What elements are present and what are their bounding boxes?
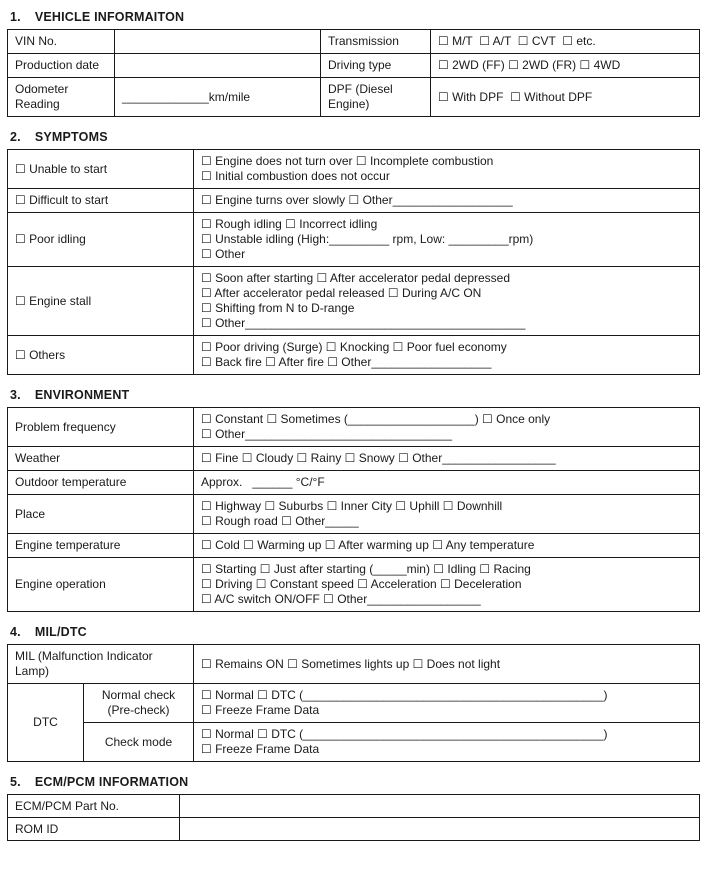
table-row <box>8 30 700 54</box>
section-title: SYMPTOMS <box>34 130 108 144</box>
transmission-checkbox-options: ☐ M/T ☐ A/T ☐ CVT ☐ etc. <box>431 30 700 54</box>
mil-checkbox-options: ☐ Remains ON ☐ Sometimes lights up ☐ Does not light <box>194 645 700 684</box>
table-row <box>8 447 700 471</box>
driving-type-checkbox-options: ☐ 2WD (FF) ☐ 2WD (FR) ☐ 4WD <box>431 54 700 78</box>
section-title: ENVIRONMENT <box>34 388 130 402</box>
table-row <box>8 645 700 684</box>
field-label-transmission: Transmission <box>321 30 431 54</box>
checkbox-line: ☐ Initial combustion does not occur <box>201 169 390 183</box>
table-row <box>8 150 700 189</box>
rom-id-value-cell <box>180 818 700 841</box>
symptom-label-poor-idling: ☐ Poor idling <box>8 213 194 267</box>
env-label-engine-temperature: Engine temperature <box>8 534 194 558</box>
dtc-label: DTC <box>8 684 84 762</box>
checkbox-line: ☐ Driving ☐ Constant speed ☐ Acceleration ☐ Deceleration <box>201 577 522 591</box>
vehicle-info-table <box>7 29 700 117</box>
field-label-dpf: DPF (Diesel Engine) <box>321 78 431 117</box>
env-label-problem-frequency: Problem frequency <box>8 408 194 447</box>
env-options-cell <box>194 408 700 447</box>
table-row <box>8 495 700 534</box>
table-row <box>8 558 700 612</box>
symptom-options-cell <box>194 267 700 336</box>
env-options-cell <box>194 495 700 534</box>
table-row <box>8 795 700 818</box>
env-options-cell <box>194 471 700 495</box>
section-number: 4. <box>10 625 21 639</box>
table-row <box>8 471 700 495</box>
section-ecm-pcm-information <box>7 775 699 841</box>
checkbox-line: ☐ Freeze Frame Data <box>201 703 320 717</box>
normal-check-label: Normal check (Pre-check) <box>84 684 194 723</box>
symptom-options-cell <box>194 336 700 375</box>
symptom-label-unable-to-start: ☐ Unable to start <box>8 150 194 189</box>
table-row <box>8 818 700 841</box>
checkbox-line: ☐ Back fire ☐ After fire ☐ Other__________________ <box>201 355 492 369</box>
checkbox-line: ☐ Cold ☐ Warming up ☐ After warming up ☐ Any temperature <box>201 538 535 552</box>
production-date-value-cell <box>115 54 321 78</box>
ecm-pcm-table <box>7 794 700 841</box>
table-row <box>8 534 700 558</box>
rom-id-label: ROM ID <box>8 818 180 841</box>
table-row <box>8 54 700 78</box>
section-number: 3. <box>10 388 21 402</box>
checkbox-line: ☐ Other__________________________________________ <box>201 316 526 330</box>
section-vehicle-information <box>7 10 699 117</box>
checkbox-line: ☐ Normal ☐ DTC (_____________________________________________) <box>201 727 608 741</box>
checkbox-line: ☐ Poor driving (Surge) ☐ Knocking ☐ Poor fuel economy <box>201 340 507 354</box>
check-mode-options-cell <box>194 723 700 762</box>
section-mil-dtc <box>7 625 699 762</box>
field-label-driving-type: Driving type <box>321 54 431 78</box>
table-row <box>8 336 700 375</box>
field-label-vin: VIN No. <box>8 30 115 54</box>
field-label-production-date: Production date <box>8 54 115 78</box>
section-number: 2. <box>10 130 21 144</box>
checkbox-line: ☐ Highway ☐ Suburbs ☐ Inner City ☐ Uphill ☐ Downhill <box>201 499 503 513</box>
env-label-engine-operation: Engine operation <box>8 558 194 612</box>
checkbox-line: ☐ Constant ☐ Sometimes (___________________) ☐ Once only <box>201 412 551 426</box>
check-mode-label: Check mode <box>84 723 194 762</box>
dpf-checkbox-options: ☐ With DPF ☐ Without DPF <box>431 78 700 117</box>
vehicle-diagnostic-form <box>7 10 699 841</box>
checkbox-line: ☐ Engine does not turn over ☐ Incomplete combustion <box>201 154 494 168</box>
normal-check-options-cell <box>194 684 700 723</box>
checkbox-line: ☐ Unstable idling (High:_________ rpm, Low: _________rpm) <box>201 232 534 246</box>
checkbox-line: ☐ After accelerator pedal released ☐ During A/C ON <box>201 286 482 300</box>
checkbox-line: ☐ Other_______________________________ <box>201 427 452 441</box>
section-heading <box>10 130 699 144</box>
symptom-label-engine-stall: ☐ Engine stall <box>8 267 194 336</box>
section-title: VEHICLE INFORMAITON <box>34 10 185 24</box>
table-row <box>8 78 700 117</box>
checkbox-line: ☐ Normal ☐ DTC (_____________________________________________) <box>201 688 608 702</box>
table-row <box>8 684 700 723</box>
checkbox-line: ☐ Starting ☐ Just after starting (_____min) ☐ Idling ☐ Racing <box>201 562 531 576</box>
section-number: 1. <box>10 10 21 24</box>
ecm-pcm-part-no-label: ECM/PCM Part No. <box>8 795 180 818</box>
table-row <box>8 267 700 336</box>
section-number: 5. <box>10 775 21 789</box>
table-row <box>8 723 700 762</box>
odometer-value-cell: _____________km/mile <box>115 78 321 117</box>
section-heading <box>10 10 699 24</box>
checkbox-line: ☐ A/C switch ON/OFF ☐ Other_________________ <box>201 592 481 606</box>
env-options-cell <box>194 558 700 612</box>
env-label-outdoor-temperature: Outdoor temperature <box>8 471 194 495</box>
symptom-options-cell <box>194 150 700 189</box>
checkbox-line: ☐ Shifting from N to D-range <box>201 301 355 315</box>
env-label-place: Place <box>8 495 194 534</box>
section-heading <box>10 775 699 789</box>
checkbox-line: ☐ Rough idling ☐ Incorrect idling <box>201 217 378 231</box>
env-label-weather: Weather <box>8 447 194 471</box>
env-options-cell <box>194 447 700 471</box>
checkbox-line: ☐ Other <box>201 247 246 261</box>
section-title: ECM/PCM INFORMATION <box>34 775 189 789</box>
checkbox-line: ☐ Rough road ☐ Other_____ <box>201 514 359 528</box>
symptoms-table <box>7 149 700 375</box>
symptom-label-difficult-to-start: ☐ Difficult to start <box>8 189 194 213</box>
ecm-pcm-part-no-value-cell <box>180 795 700 818</box>
environment-table <box>7 407 700 612</box>
section-title: MIL/DTC <box>34 625 87 639</box>
table-row <box>8 189 700 213</box>
env-options-cell <box>194 534 700 558</box>
table-row <box>8 408 700 447</box>
fill-in-line: Approx. ______ °C/°F <box>201 475 325 489</box>
symptom-options-cell <box>194 189 700 213</box>
checkbox-line: ☐ Freeze Frame Data <box>201 742 320 756</box>
checkbox-line: ☐ Fine ☐ Cloudy ☐ Rainy ☐ Snowy ☐ Other_________________ <box>201 451 556 465</box>
symptom-label-others: ☐ Others <box>8 336 194 375</box>
section-symptoms <box>7 130 699 375</box>
table-row <box>8 213 700 267</box>
field-label-odometer: Odometer Reading <box>8 78 115 117</box>
section-heading <box>10 388 699 402</box>
section-heading <box>10 625 699 639</box>
mil-label: MIL (Malfunction Indicator Lamp) <box>8 645 194 684</box>
section-environment <box>7 388 699 612</box>
vin-value-cell <box>115 30 321 54</box>
checkbox-line: ☐ Engine turns over slowly ☐ Other__________________ <box>201 193 513 207</box>
symptom-options-cell <box>194 213 700 267</box>
checkbox-line: ☐ Soon after starting ☐ After accelerator pedal depressed <box>201 271 511 285</box>
mil-dtc-table <box>7 644 700 762</box>
